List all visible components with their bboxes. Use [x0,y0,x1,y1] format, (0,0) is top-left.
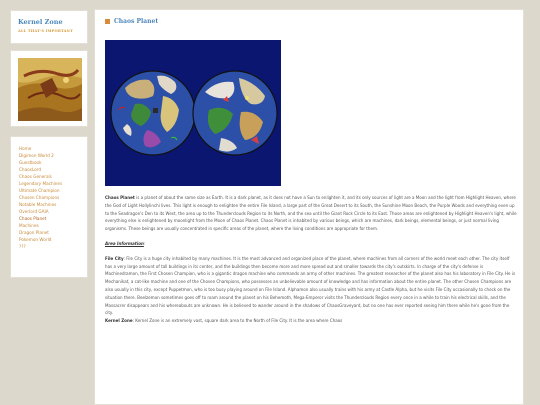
file-city-paragraph [105,255,517,325]
area-heading-paragraph [105,240,517,248]
nav-link-notable-machines[interactable]: Notable Machines [19,202,57,207]
intro-paragraph [105,194,517,233]
title-bullet-icon [105,19,110,24]
file-city-term: File City [105,255,124,261]
planet-map-image [105,40,281,186]
area-heading-colon: : [143,240,146,246]
nav-link-chaos-planet[interactable]: Chaos Planet [19,216,47,221]
intro-term: Chaos Planet [105,195,135,200]
site-header-box [10,10,88,44]
intro-text: is a planet of about the same size as Earth. It is a dark planet, as it does not have a Sun to enlighten it, and its only sources of light are a Moon and the light from Highlight Heaven, where the God of Light Hollylinchi lives. This light is enough to enlighten the entire File Island, a large part of the Great Desert to its South, the Sunshine Moon Beach, the Purple Woods and everything even up to the Seadragon's Den to its West, the area up to the Thunderclouds Region to its North, and the sea until the Giant Rock Circle to its East. Those areas are enlightened by Highlight Heaven's light, while everything else is enlightened by moonlight from the Moon of Chaos Planet. Chaos Planet is inhabited by various beings, which are machines, dark beings, elemental beings, or just normal living organisms. These beings are usually concentrated in specific areas of the planet, where the living conditions are appropriate for them. [105,195,517,232]
sidebar-artwork [18,58,82,121]
site-tagline: ALL THAT'S IMPORTANT [18,29,74,33]
nav-link-machines[interactable]: Machines [19,223,39,228]
nav-link-pokemon-world[interactable]: Pokemon World [19,237,52,242]
nav-link-ultimate-champion[interactable]: Ultimate Champion [19,188,60,193]
sidebar-image-box [10,50,88,127]
post-title[interactable]: Chaos Planet [114,18,159,25]
nav-link-legendary-machines[interactable]: Legendary Machines [19,181,63,186]
nav-link-dragon-planet[interactable]: Dragon Planet [19,230,49,235]
kernel-zone-text: : Kernel Zone is an extremely vast, square dark area to the North of File City. It is the area where Chaos [132,318,343,324]
file-city-text: : File City is a huge city inhabited by many machines. It is the most advanced and organized place of the planet, where machines from all corners of the world meet each other. The city itself has a very large amount of tall buildings in its center, and the buildings then become more and more spread out and smaller towards the city's outskirts. In charge of the city's defense is Machinedramon, the First Chosen Champion, who is a gigantic dragon machine who commands an army of other machines. The greatest researcher of the planet also has his laboratory in File City. He is Mechanikat, a cat-like machine and one of the Chosen Champions, who possesses an unbelievable amount of knowledge and has information about the entire planet. The other Chosen Champions are also usually in this city, except Puppetmon, who is too busy playing around on File Island. Alphamon also usually trains with his army at Castle Alpha, but he visits File City occasionally to check on the situation there. Beelzemon sometimes goes off to roam around the planet on his Behemoth, Mega-Emperor visits the Thunderclouds Region every once in a while to train his electrical skills, and the Massacrer disappears and his whereabouts are unknown. He is believed to wander around in the shadows of ChaosGraveyard, but no one has ever reported seeing him there while he's gone from the city. [105,255,516,316]
planet-hemispheres-graphic [105,40,281,186]
sidebar-nav-box [10,136,88,278]
artwork-graphic [18,58,82,121]
post-body [105,194,517,332]
nav-link-home[interactable]: Home [19,146,32,151]
sidebar-nav [19,145,83,250]
nav-link-digimon-world-2[interactable]: Digimon World 2 [19,153,54,158]
main-content [94,9,524,405]
nav-link-unknown[interactable]: ??? [19,244,26,249]
site-title[interactable]: Kernel Zone [18,18,63,26]
nav-link-chosen-champions[interactable]: Chosen Champions [19,195,60,200]
nav-link-chaos-generals[interactable]: Chaos Generals [19,174,52,179]
nav-link-chaoslord[interactable]: ChaosLord [19,167,42,172]
area-information-heading: Area Information [105,240,144,246]
nav-link-guestbook[interactable]: Guestbook [19,160,42,165]
nav-link-overlord-gaia[interactable]: Overlord GAIA [19,209,49,214]
kernel-zone-term: Kernel Zone [105,318,133,324]
